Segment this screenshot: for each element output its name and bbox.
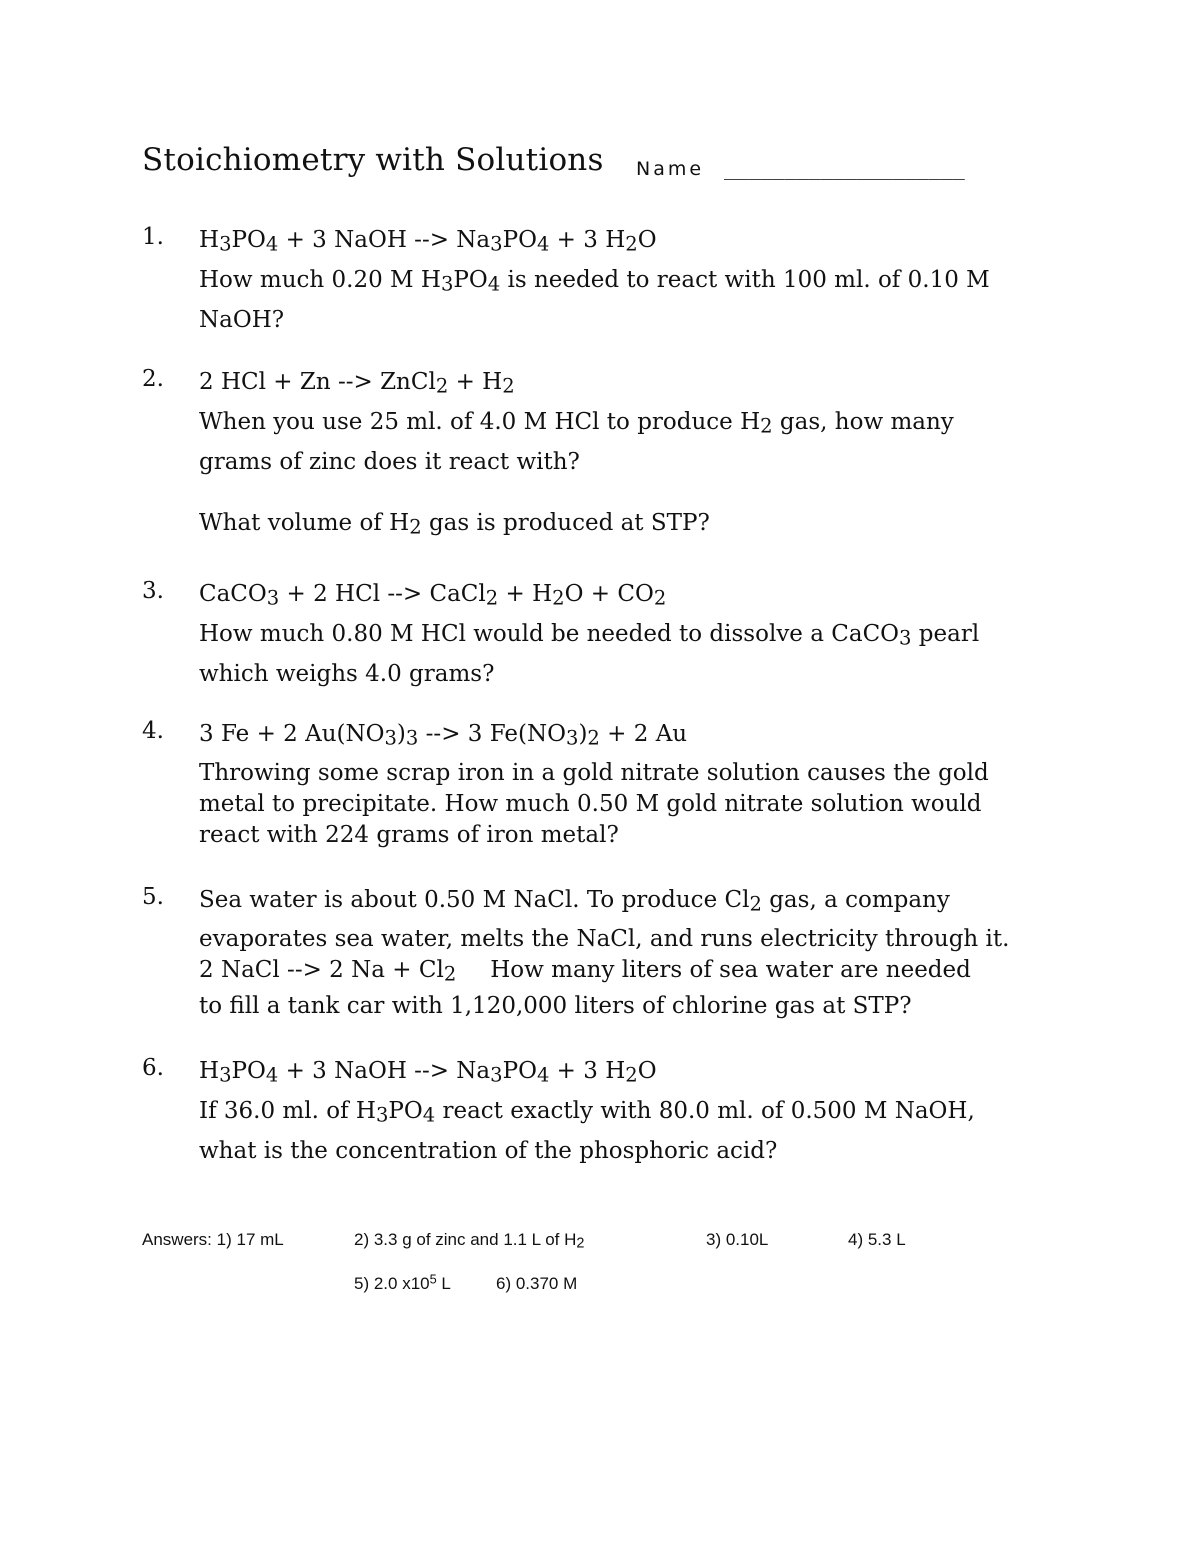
name-label: Name <box>636 158 705 180</box>
answer-4: 4) 5.3 L <box>848 1230 906 1249</box>
question-number: 4. <box>142 718 164 744</box>
question-text-line: Sea water is about 0.50 M NaCl. To produce $Cl_2$ gas, a company <box>199 887 950 916</box>
question-text-line: If 36.0 ml. of $H_3PO_4$ react exactly with 80.0 ml. of 0.500 M NaOH, <box>199 1098 975 1127</box>
answer-key <box>142 1228 1042 1308</box>
question-text-line: When you use 25 ml. of 4.0 M HCl to produce $H_2$ gas, how many <box>199 409 954 438</box>
question-number: 2. <box>142 366 164 392</box>
chemical-equation: $H_3PO_4 + 3$ NaOH --> $Na_3PO_4 + 3$ $H_2O$ <box>199 1058 657 1087</box>
question-text-line: grams of zinc does it react with? <box>199 449 580 475</box>
chemical-equation: 3 Fe + 2 $Au(NO_3)_3$ --> 3 $Fe(NO_3)_2 + 2$ Au <box>199 721 688 750</box>
answer-6: 6) 0.370 M <box>496 1274 578 1293</box>
question-number: 6. <box>142 1055 164 1081</box>
question-text-line: NaOH? <box>199 307 285 333</box>
question-text-line: evaporates sea water, melts the NaCl, and runs electricity through it. <box>199 926 1010 952</box>
question-text-line: How much 0.80 M HCl would be needed to dissolve a CaCO$_3$ pearl <box>199 621 980 650</box>
question-text-line: react with 224 grams of iron metal? <box>199 822 619 848</box>
answers-label: Answers: 1) 17 mL <box>142 1230 284 1249</box>
answer-5: 5) 2.0 $x10^5$ L <box>354 1271 451 1293</box>
answer-2: 2) 3.3 g of zinc and 1.1 L of $H_2$ <box>354 1230 585 1252</box>
question-number: 3. <box>142 578 164 604</box>
chemical-equation: 2 HCl + Zn --> ZnCl$_2$ + $H_2$ <box>199 369 515 398</box>
question-text-line: 2 NaCl --> 2 $Na + Cl_2$ How many liters of sea water are needed <box>199 957 971 986</box>
question-text-line: What volume of $H_2$ gas is produced at STP? <box>199 510 710 539</box>
page-title: Stoichiometry with Solutions <box>142 142 604 178</box>
question-text-line: metal to precipitate. How much 0.50 M gold nitrate solution would <box>199 791 982 817</box>
question-number: 1. <box>142 224 164 250</box>
question-text-line: How much 0.20 M $H_3PO_4$ is needed to react with 100 ml. of 0.10 M <box>199 267 990 296</box>
question-text-line: which weighs 4.0 grams? <box>199 661 495 687</box>
worksheet-header <box>142 142 1042 190</box>
question-text-line: to fill a tank car with 1,120,000 liters of chlorine gas at STP? <box>199 993 912 1019</box>
chemical-equation: CaCO$_3$ + 2 HCl --> CaCl$_2$ + $H_2O + CO_2$ <box>199 581 667 610</box>
question-number: 5. <box>142 884 164 910</box>
question-text-line: what is the concentration of the phosphoric acid? <box>199 1138 778 1164</box>
answer-3: 3) 0.10L <box>706 1230 769 1249</box>
question-text-line: Throwing some scrap iron in a gold nitrate solution causes the gold <box>199 760 989 786</box>
answer-1: 1) 17 mL <box>216 1230 284 1249</box>
chemical-equation: $H_3PO_4 + 3$ NaOH --> $Na_3PO_4 + 3$ $H_2O$ <box>199 227 657 256</box>
name-field-blank[interactable]: ____________________ <box>724 156 965 180</box>
